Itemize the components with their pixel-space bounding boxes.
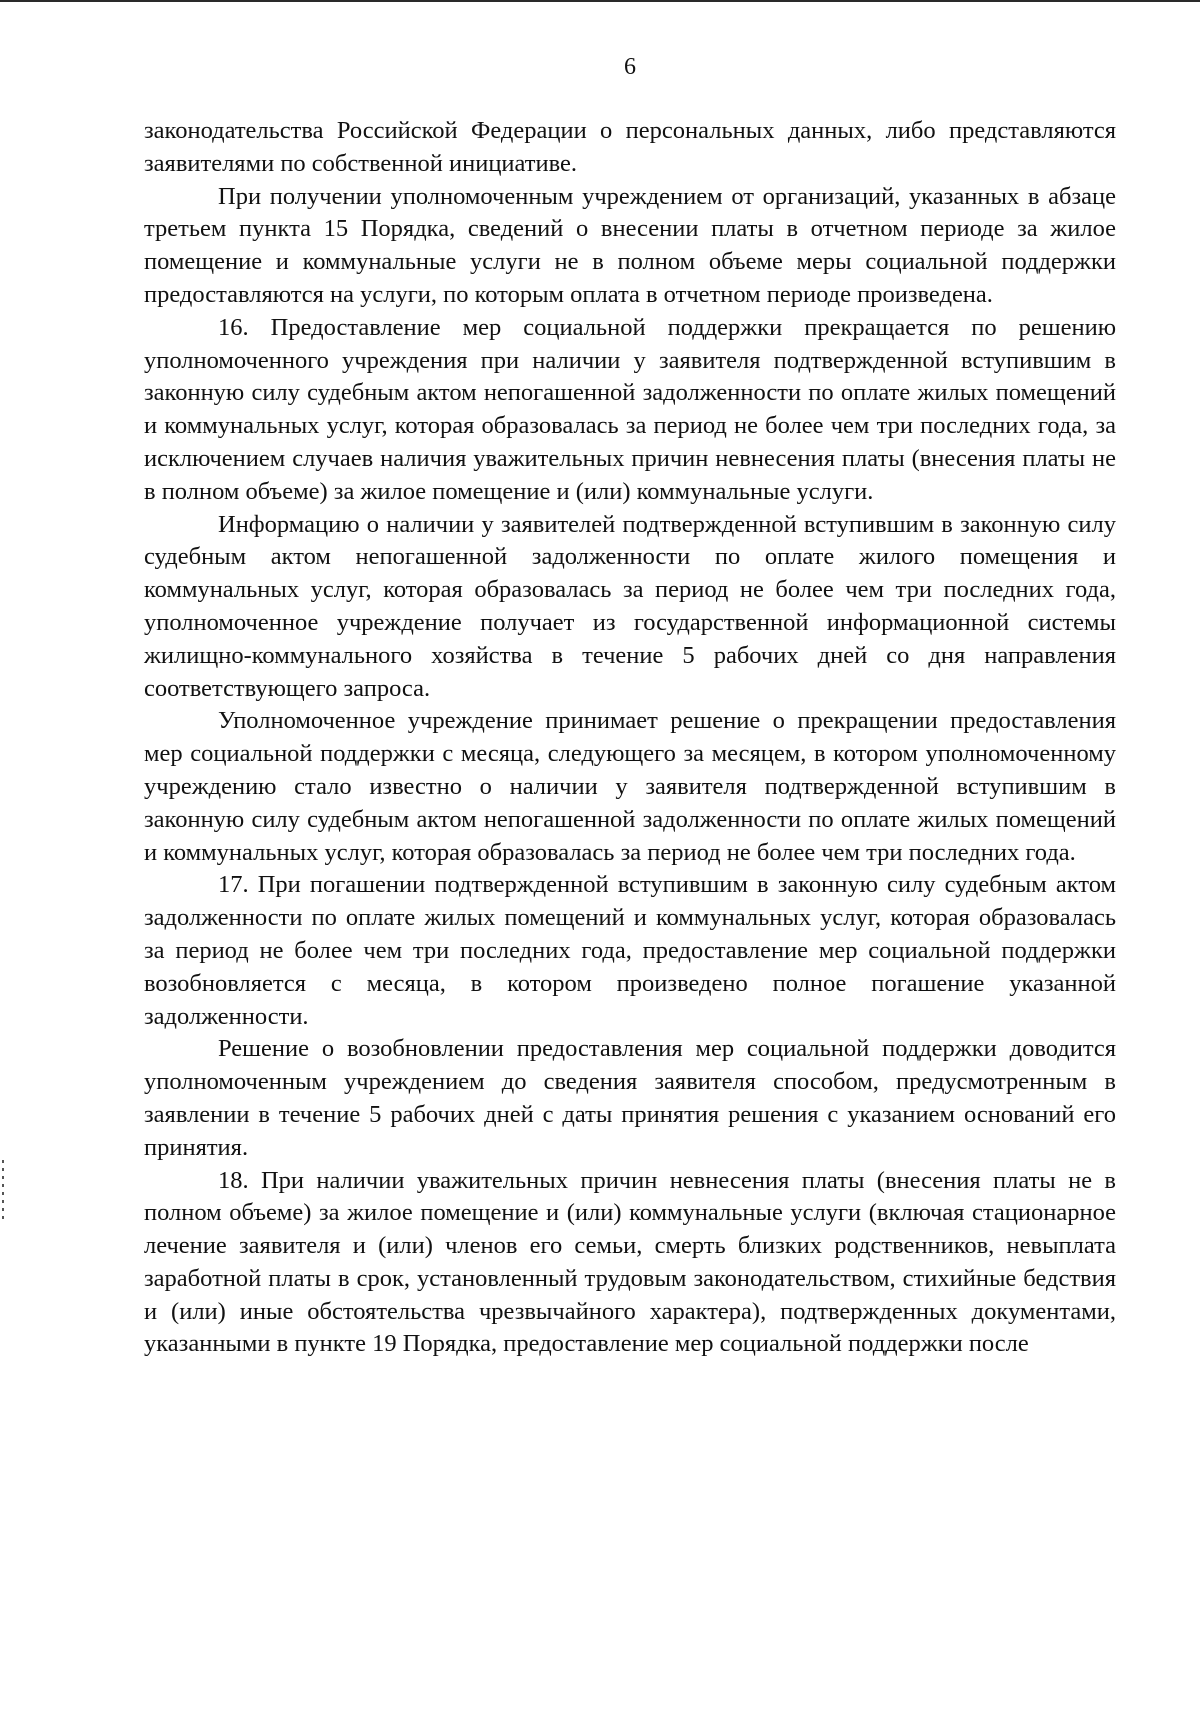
document-body xyxy=(144,115,1116,1361)
paragraph-item-16: 16. Предоставление мер социальной поддержки прекращается по решению уполномоченного учреждения при наличии у заявителя подтвержденной вступившим в законную силу судебным актом непогашенной задолженности по оплате жилых помещений и коммунальных услуг, которая образовалась за период не более чем три последних года, за исключением случаев наличия уважительных причин невнесения платы (внесения платы не в полном объеме) за жилое помещение и (или) коммунальные услуги. xyxy=(144,313,1116,505)
left-edge-scan-marks xyxy=(2,1160,4,1220)
paragraph: Уполномоченное учреждение принимает решение о прекращении предоставления мер социальной поддержки с месяца, следующего за месяцем, в котором уполномоченному учреждению стало известно о наличии у заявителя подтвержденной вступившим в законную силу судебным актом непогашенной задолженности по оплате жилых помещений и коммунальных услуг, которая образовалась за период не более чем три последних года. xyxy=(144,707,1116,866)
page-number: 6 xyxy=(624,54,636,80)
paragraph: Решение о возобновлении предоставления мер социальной поддержки доводится уполномоченным учреждением до сведения заявителя способом, предусмотренным в заявлении в течение 5 рабочих дней с даты принятия решения с указанием оснований его принятия. xyxy=(144,1035,1116,1161)
paragraph-item-17: 17. При погашении подтвержденной вступившим в законную силу судебным актом задолженности по оплате жилых помещений и коммунальных услуг, которая образовалась за период не более чем три последних года, предоставление мер социальной поддержки возобновляется с месяца, в котором произведено полное погашение указанной задолженности. xyxy=(144,871,1116,1030)
paragraph: Информацию о наличии у заявителей подтвержденной вступившим в законную силу судебным актом непогашенной задолженности по оплате жилого помещения и коммунальных услуг, которая образовалась за период не более чем три последних года, уполномоченное учреждение получает из государственной информационной системы жилищно-коммунального хозяйства в течение 5 рабочих дней со дня направления соответствующего запроса. xyxy=(144,510,1116,702)
paragraph-item-18: 18. При наличии уважительных причин невнесения платы (внесения платы не в полном объеме) за жилое помещение и (или) коммунальные услуги (включая стационарное лечение заявителя и (или) членов его семьи, смерть близких родственников, невыплата заработной платы в срок, установленный трудовым законодательством, стихийные бедствия и (или) иные обстоятельства чрезвычайного характера), подтвержденных документами, указанными в пункте 19 Порядка, предоставление мер социальной поддержки после xyxy=(144,1166,1116,1358)
paragraph: При получении уполномоченным учреждением от организаций, указанных в абзаце третьем пункта 15 Порядка, сведений о внесении платы в отчетном периоде за жилое помещение и коммунальные услуги не в полном объеме меры социальной поддержки предоставляются на услуги, по которым оплата в отчетном периоде произведена. xyxy=(144,182,1116,308)
top-edge-line xyxy=(0,0,1200,2)
paragraph-continuation: законодательства Российской Федерации о персональных данных, либо представляются заявителями по собственной инициативе. xyxy=(144,117,1116,177)
